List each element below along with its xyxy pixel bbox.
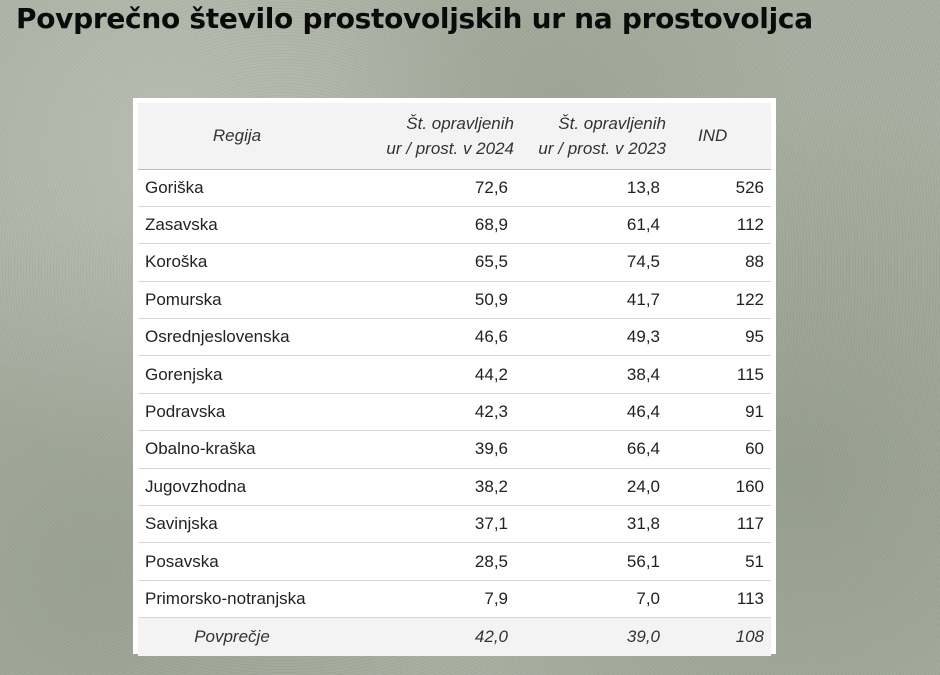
cell-ind: 95 xyxy=(670,319,771,356)
table-row xyxy=(138,431,771,468)
header-2024-line1: Št. opravljenih xyxy=(406,113,514,133)
cell-region: Posavska xyxy=(138,543,366,580)
header-2023-line1: Št. opravljenih xyxy=(558,113,666,133)
cell-ind: 112 xyxy=(670,206,771,243)
cell-2023: 13,8 xyxy=(518,169,670,206)
cell-2024: 7,9 xyxy=(366,580,518,617)
data-table-card xyxy=(133,98,776,654)
average-2023: 39,0 xyxy=(518,618,670,656)
cell-ind: 117 xyxy=(670,506,771,543)
cell-2024: 39,6 xyxy=(366,431,518,468)
table-row xyxy=(138,281,771,318)
average-row xyxy=(138,618,771,656)
cell-2024: 37,1 xyxy=(366,506,518,543)
header-2024-line2: ur / prost. v 2024 xyxy=(386,138,514,158)
header-ind: IND xyxy=(670,103,771,169)
table-footer xyxy=(138,618,771,656)
cell-region: Primorsko-notranjska xyxy=(138,580,366,617)
cell-2024: 46,6 xyxy=(366,319,518,356)
cell-region: Pomurska xyxy=(138,281,366,318)
header-2023-line2: ur / prost. v 2023 xyxy=(538,138,666,158)
header-2023 xyxy=(518,103,670,169)
table-row xyxy=(138,206,771,243)
table-body xyxy=(138,169,771,618)
cell-region: Podravska xyxy=(138,393,366,430)
table-row xyxy=(138,506,771,543)
cell-ind: 115 xyxy=(670,356,771,393)
cell-2023: 61,4 xyxy=(518,206,670,243)
table-row xyxy=(138,468,771,505)
cell-ind: 113 xyxy=(670,580,771,617)
table-row xyxy=(138,244,771,281)
cell-2024: 68,9 xyxy=(366,206,518,243)
table-row xyxy=(138,319,771,356)
cell-2023: 7,0 xyxy=(518,580,670,617)
cell-ind: 160 xyxy=(670,468,771,505)
average-ind: 108 xyxy=(670,618,771,656)
table-row xyxy=(138,543,771,580)
cell-2024: 72,6 xyxy=(366,169,518,206)
header-2024 xyxy=(366,103,518,169)
cell-2024: 50,9 xyxy=(366,281,518,318)
cell-ind: 91 xyxy=(670,393,771,430)
cell-region: Jugovzhodna xyxy=(138,468,366,505)
table-row xyxy=(138,356,771,393)
cell-ind: 526 xyxy=(670,169,771,206)
cell-2024: 65,5 xyxy=(366,244,518,281)
cell-2023: 46,4 xyxy=(518,393,670,430)
cell-2024: 28,5 xyxy=(366,543,518,580)
cell-2023: 41,7 xyxy=(518,281,670,318)
cell-region: Savinjska xyxy=(138,506,366,543)
table-row xyxy=(138,393,771,430)
cell-2024: 42,3 xyxy=(366,393,518,430)
cell-region: Osrednjeslovenska xyxy=(138,319,366,356)
average-label: Povprečje xyxy=(138,618,366,656)
cell-region: Gorenjska xyxy=(138,356,366,393)
cell-2023: 66,4 xyxy=(518,431,670,468)
cell-2023: 74,5 xyxy=(518,244,670,281)
cell-2023: 56,1 xyxy=(518,543,670,580)
cell-region: Obalno-kraška xyxy=(138,431,366,468)
table-row xyxy=(138,580,771,617)
cell-region: Koroška xyxy=(138,244,366,281)
average-2024: 42,0 xyxy=(366,618,518,656)
cell-region: Zasavska xyxy=(138,206,366,243)
page-title: Povprečno število prostovoljskih ur na prostovoljca xyxy=(16,2,813,35)
cell-2023: 38,4 xyxy=(518,356,670,393)
cell-region: Goriška xyxy=(138,169,366,206)
cell-ind: 51 xyxy=(670,543,771,580)
cell-ind: 60 xyxy=(670,431,771,468)
cell-2023: 31,8 xyxy=(518,506,670,543)
cell-2024: 44,2 xyxy=(366,356,518,393)
cell-ind: 88 xyxy=(670,244,771,281)
table-header xyxy=(138,103,771,169)
table-row xyxy=(138,169,771,206)
header-region: Regija xyxy=(138,103,366,169)
cell-ind: 122 xyxy=(670,281,771,318)
cell-2024: 38,2 xyxy=(366,468,518,505)
cell-2023: 24,0 xyxy=(518,468,670,505)
data-table xyxy=(138,103,771,656)
cell-2023: 49,3 xyxy=(518,319,670,356)
header-row xyxy=(138,103,771,169)
